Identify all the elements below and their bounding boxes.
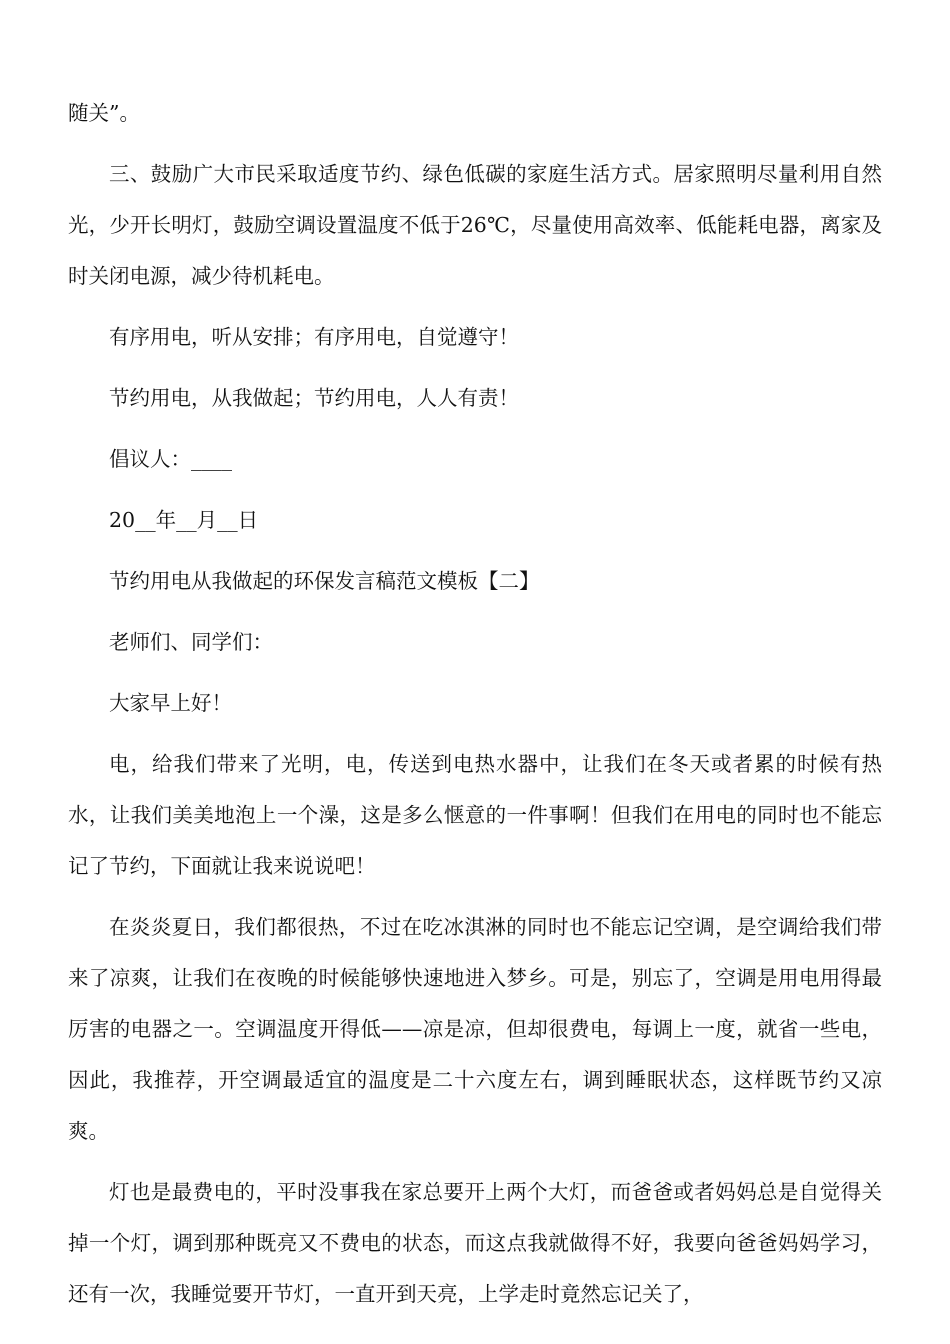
slogan-orderly-use: 有序用电，听从安排；有序用电，自觉遵守！: [109, 325, 519, 349]
signature-line: 倡议人：____: [109, 447, 232, 471]
paragraph-continuation: 随关”。: [68, 101, 140, 125]
greeting: 大家早上好！: [109, 691, 232, 715]
paragraph-point-three: 三、鼓励广大市民采取适度节约、绿色低碳的家庭生活方式。居家照明尽量利用自然光，少开长明灯，鼓励空调设置温度不低于26℃，尽量使用高效率、低能耗电器，离家及时关闭电源，减少待机耗电。: [68, 162, 882, 288]
date-line: 20__年__月__日: [109, 508, 259, 532]
paragraph-air-conditioner: 在炎炎夏日，我们都很热，不过在吃冰淇淋的同时也不能忘记空调，是空调给我们带来了凉爽，让我们在夜晚的时候能够快速地进入梦乡。可是，别忘了，空调是用电用得最厉害的电器之一。空调温度开得低——凉是凉，但却很费电，每调上一度，就省一些电，因此，我推荐，开空调最适宜的温度是二十六度左右，调到睡眠状态，这样既节约又凉爽。: [68, 915, 882, 1143]
paragraph-electricity: 电，给我们带来了光明，电，传送到电热水器中，让我们在冬天或者累的时候有热水，让我们美美地泡上一个澡，这是多么惬意的一件事啊！但我们在用电的同时也不能忘记了节约，下面就让我来说说吧！: [68, 752, 882, 878]
section-heading: 节约用电从我做起的环保发言稿范文模板【二】: [109, 569, 540, 593]
slogan-save-power: 节约用电，从我做起；节约用电，人人有责！: [109, 386, 519, 410]
paragraph-lights: 灯也是最费电的，平时没事我在家总要开上两个大灯，而爸爸或者妈妈总是自觉得关掉一个灯，调到那种既亮又不费电的状态，而这点我就做得不好，我要向爸爸妈妈学习，还有一次，我睡觉要开节灯，一直开到天亮，上学走时竟然忘记关了，: [68, 1180, 882, 1306]
document-page: [68, 88, 882, 1320]
salutation: 老师们、同学们：: [109, 630, 273, 654]
